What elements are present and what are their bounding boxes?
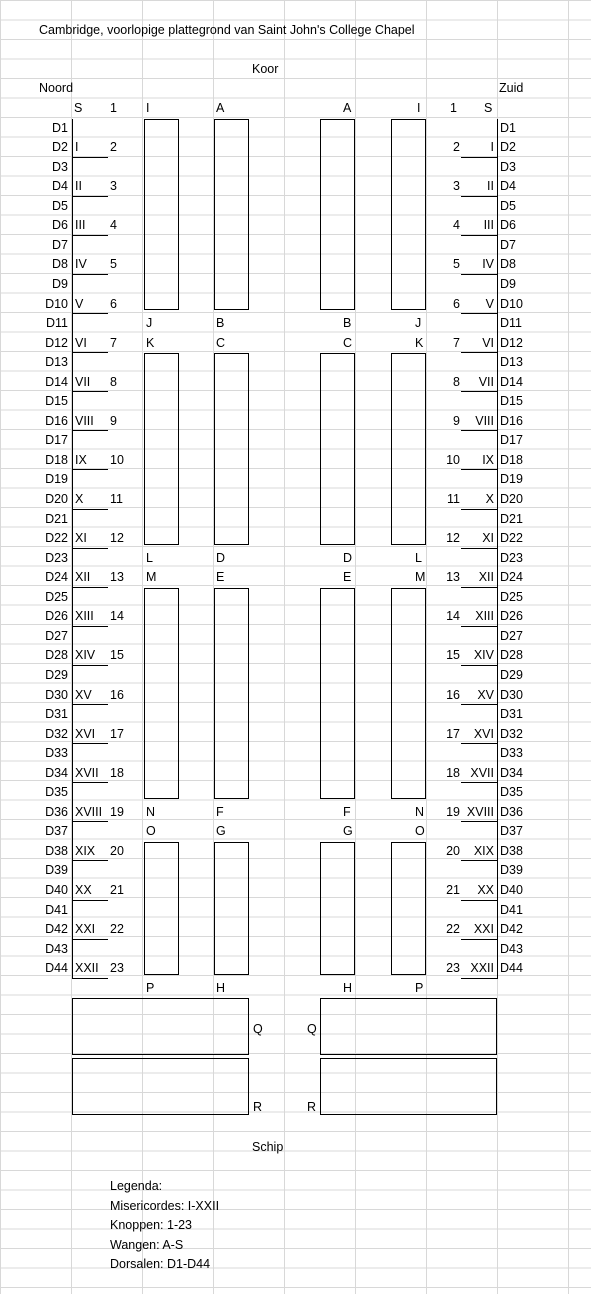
- south-dorsal-label: D10: [500, 296, 523, 311]
- south-wang-r-label: R: [307, 1100, 317, 1114]
- north-misericord-underline: [72, 352, 108, 353]
- south-wang-label: E: [343, 570, 352, 585]
- north-bench-q: [72, 998, 249, 1055]
- south-misericord-label: III: [483, 218, 494, 233]
- north-knob-label: 3: [110, 179, 117, 194]
- north-knob-label: 7: [110, 335, 117, 350]
- north-wang-label: F: [216, 804, 224, 819]
- north-dorsal-label: D12: [45, 335, 68, 350]
- south-misericord-label: VIII: [475, 413, 494, 428]
- south-dorsal-label: D11: [500, 316, 523, 331]
- south-knob-label: 14: [446, 609, 460, 624]
- north-bench-inner: [214, 353, 249, 545]
- south-wang-label: G: [343, 824, 353, 839]
- north-dorsal-label: D2: [52, 140, 68, 155]
- south-knob-label: 19: [446, 804, 460, 819]
- south-misericord-label: V: [485, 296, 494, 311]
- north-misericord-label: XVII: [75, 765, 99, 780]
- north-knob-label: 22: [110, 922, 124, 937]
- south-dorsal-label: D25: [500, 589, 523, 604]
- north-dorsal-label: D23: [45, 550, 68, 565]
- south-bench-outer: [391, 119, 426, 311]
- north-knob-label: 13: [110, 570, 124, 585]
- north-wang-label: B: [216, 316, 225, 331]
- north-misericord-underline: [72, 821, 108, 822]
- north-wang-label: L: [146, 550, 153, 565]
- south-knob-label: 16: [446, 687, 460, 702]
- north-dorsal-label: D21: [45, 511, 68, 526]
- north-dorsal-label: D22: [45, 531, 68, 546]
- south-dorsal-label: D21: [500, 511, 523, 526]
- south-misericord-underline: [461, 196, 497, 197]
- south-misericord-label: VII: [478, 374, 494, 389]
- north-label: Noord: [39, 81, 74, 95]
- page-title: Cambridge, voorlopige plattegrond van Saint John's College Chapel: [39, 23, 415, 37]
- south-bench-inner: [320, 119, 355, 311]
- north-bench-r: [72, 1058, 249, 1115]
- north-wang-label: D: [216, 550, 226, 565]
- north-misericord-underline: [72, 157, 108, 158]
- north-dorsal-label: D4: [52, 179, 68, 194]
- south-dorsal-label: D19: [500, 472, 523, 487]
- south-dorsal-label: D34: [500, 765, 523, 780]
- south-dorsal-label: D26: [500, 609, 523, 624]
- south-misericord-underline: [461, 704, 497, 705]
- south-dorsal-label: D23: [500, 550, 523, 565]
- south-knob-label: 3: [453, 179, 460, 194]
- south-dorsal-label: D39: [500, 863, 523, 878]
- south-wang-label: L: [415, 550, 422, 565]
- south-dorsal-label: D12: [500, 335, 523, 350]
- north-misericord-underline: [72, 548, 108, 549]
- north-misericord-underline: [72, 782, 108, 783]
- north-dorsal-label: D15: [45, 394, 68, 409]
- north-knob-header: 1: [110, 101, 117, 115]
- south-dorsal-label: D14: [500, 374, 523, 389]
- legend-title: Legenda:: [110, 1179, 163, 1193]
- south-misericord-label: XI: [482, 531, 494, 546]
- south-dorsal-label: D2: [500, 140, 516, 155]
- south-dorsal-label: D9: [500, 276, 516, 291]
- south-dorsal-label: D22: [500, 531, 523, 546]
- south-misericord-underline: [461, 509, 497, 510]
- south-dorsal-label: D1: [500, 120, 516, 135]
- south-misericord-label: IV: [482, 257, 494, 272]
- north-dorsal-label: D41: [45, 902, 68, 917]
- south-misericord-underline: [461, 860, 497, 861]
- north-knob-label: 2: [110, 140, 117, 155]
- north-misericord-label: I: [75, 140, 79, 155]
- north-knob-label: 19: [110, 804, 124, 819]
- south-wang-label: F: [343, 804, 351, 819]
- north-dorsal-label: D44: [45, 961, 68, 976]
- south-dorsal-label: D13: [500, 355, 523, 370]
- south-dorsal-label: D4: [500, 179, 516, 194]
- north-knob-label: 15: [110, 648, 124, 663]
- south-wang-label: P: [415, 980, 424, 995]
- north-dorsal-label: D1: [52, 120, 68, 135]
- north-misericord-label: VII: [75, 374, 91, 389]
- north-dorsal-label: D30: [45, 687, 68, 702]
- north-dorsal-label: D25: [45, 589, 68, 604]
- north-misericord-label: XVIII: [75, 804, 103, 819]
- south-knob-label: 12: [446, 531, 460, 546]
- north-dorsal-label: D3: [52, 159, 68, 174]
- south-knob-label: 2: [453, 140, 460, 155]
- south-dorsal-label: D41: [500, 902, 523, 917]
- south-misericord-label: XIX: [473, 843, 494, 858]
- south-wang-label: N: [415, 804, 425, 819]
- south-dorsal-label: D16: [500, 413, 523, 428]
- south-bench-inner: [320, 842, 355, 975]
- legend-item: Knoppen: 1-23: [110, 1218, 193, 1232]
- north-wang-label: J: [146, 316, 153, 331]
- north-bench-outer: [144, 588, 179, 799]
- north-knob-label: 17: [110, 726, 124, 741]
- south-wang-label: D: [343, 550, 353, 565]
- south-misericord-underline: [461, 430, 497, 431]
- south-dorsal-label: D43: [500, 941, 523, 956]
- north-knob-label: 4: [110, 218, 117, 233]
- north-knob-label: 21: [110, 883, 124, 897]
- south-wang-q-label: Q: [307, 1022, 317, 1036]
- north-wang-label: H: [216, 980, 226, 995]
- north-misericord-label: XXI: [75, 922, 96, 937]
- north-wang-label: N: [146, 804, 156, 819]
- north-dorsal-label: D43: [45, 941, 68, 956]
- north-dorsal-label: D9: [52, 276, 68, 291]
- south-knob-label: 23: [446, 961, 460, 976]
- south-misericord-underline: [461, 900, 497, 901]
- south-dorsal-label: D44: [500, 961, 523, 976]
- south-misericord-label: XVIII: [466, 804, 494, 819]
- south-dorsal-label: D6: [500, 218, 516, 233]
- south-wall-line: [497, 119, 498, 979]
- north-misericord-underline: [72, 274, 108, 275]
- south-misericord-label: XVI: [473, 726, 494, 741]
- north-wang-label: O: [146, 824, 156, 839]
- south-knob-label: 7: [453, 335, 460, 350]
- south-misericord-underline: [461, 939, 497, 940]
- south-misericord-label: XVII: [470, 765, 494, 780]
- north-misericord-underline: [72, 626, 108, 627]
- south-wang-i-header: I: [417, 101, 421, 115]
- south-s-header: S: [484, 101, 493, 115]
- north-dorsal-label: D42: [45, 922, 68, 937]
- south-misericord-label: XII: [478, 570, 494, 585]
- south-knob-label: 13: [446, 570, 460, 585]
- north-misericord-label: XIII: [75, 609, 94, 624]
- north-bench-outer: [144, 119, 179, 311]
- north-dorsal-label: D24: [45, 570, 68, 585]
- south-misericord-underline: [461, 548, 497, 549]
- south-dorsal-label: D28: [500, 648, 523, 663]
- north-misericord-label: IX: [75, 452, 87, 467]
- south-dorsal-label: D8: [500, 257, 516, 272]
- north-knob-label: 5: [110, 257, 117, 272]
- north-dorsal-label: D19: [45, 472, 68, 487]
- south-knob-label: 17: [446, 726, 460, 741]
- south-misericord-underline: [461, 587, 497, 588]
- south-misericord-label: XIII: [475, 609, 494, 624]
- south-dorsal-label: D31: [500, 707, 523, 722]
- south-dorsal-label: D3: [500, 159, 516, 174]
- north-knob-label: 18: [110, 765, 124, 780]
- south-knob-label: 18: [446, 765, 460, 780]
- north-misericord-underline: [72, 430, 108, 431]
- north-dorsal-label: D17: [45, 433, 68, 448]
- north-misericord-underline: [72, 860, 108, 861]
- north-misericord-label: VIII: [75, 413, 94, 428]
- south-wang-label: M: [415, 570, 426, 585]
- north-dorsal-label: D27: [45, 628, 68, 643]
- north-knob-label: 16: [110, 687, 124, 702]
- south-dorsal-label: D36: [500, 804, 523, 819]
- south-dorsal-label: D17: [500, 433, 523, 448]
- south-knob-label: 15: [446, 648, 460, 663]
- south-dorsal-label: D37: [500, 824, 523, 839]
- south-dorsal-label: D29: [500, 667, 523, 682]
- legend-item: Misericordes: I-XXII: [110, 1199, 220, 1213]
- south-misericord-label: IX: [482, 452, 494, 467]
- south-wang-label: C: [343, 335, 353, 350]
- north-dorsal-label: D36: [45, 804, 68, 819]
- north-knob-label: 23: [110, 961, 124, 976]
- south-knob-label: 21: [446, 883, 460, 897]
- south-bench-outer: [391, 588, 426, 799]
- north-misericord-label: III: [75, 218, 86, 233]
- south-misericord-underline: [461, 469, 497, 470]
- koor-label: Koor: [252, 62, 279, 76]
- south-dorsal-label: D18: [500, 452, 523, 467]
- schip-label: Schip: [252, 1140, 284, 1154]
- south-label: Zuid: [499, 81, 524, 95]
- south-misericord-label: I: [490, 140, 494, 155]
- south-knob-header: 1: [450, 101, 457, 115]
- south-dorsal-label: D35: [500, 785, 523, 800]
- south-misericord-label: XX: [477, 883, 494, 897]
- north-misericord-underline: [72, 978, 108, 979]
- north-misericord-label: XX: [75, 883, 92, 897]
- north-misericord-label: XI: [75, 531, 87, 546]
- south-bench-inner: [320, 353, 355, 545]
- north-knob-label: 20: [110, 843, 124, 858]
- south-misericord-underline: [461, 743, 497, 744]
- north-dorsal-label: D10: [45, 296, 68, 311]
- north-misericord-label: X: [75, 492, 84, 506]
- south-knob-label: 20: [446, 843, 460, 858]
- south-misericord-underline: [461, 352, 497, 353]
- north-misericord-label: IV: [75, 257, 87, 272]
- north-dorsal-label: D32: [45, 726, 68, 741]
- north-dorsal-label: D29: [45, 667, 68, 682]
- south-dorsal-label: D15: [500, 394, 523, 409]
- south-wang-label: H: [343, 980, 353, 995]
- north-wang-label: M: [146, 570, 157, 585]
- north-dorsal-label: D8: [52, 257, 68, 272]
- north-bench-outer: [144, 842, 179, 975]
- north-misericord-label: XIV: [75, 648, 96, 663]
- south-bench-r: [320, 1058, 497, 1115]
- south-misericord-underline: [461, 391, 497, 392]
- north-dorsal-label: D14: [45, 374, 68, 389]
- north-dorsal-label: D28: [45, 648, 68, 663]
- south-dorsal-label: D38: [500, 843, 523, 858]
- south-dorsal-label: D42: [500, 922, 523, 937]
- north-knob-label: 12: [110, 531, 124, 546]
- north-misericord-underline: [72, 391, 108, 392]
- north-s-header: S: [74, 101, 83, 115]
- north-dorsal-label: D40: [45, 883, 68, 897]
- north-wang-label: P: [146, 980, 155, 995]
- north-dorsal-label: D37: [45, 824, 68, 839]
- north-wang-r-label: R: [253, 1100, 263, 1114]
- north-knob-label: 8: [110, 374, 117, 389]
- north-dorsal-label: D35: [45, 785, 68, 800]
- south-bench-outer: [391, 353, 426, 545]
- south-misericord-underline: [461, 782, 497, 783]
- south-bench-outer: [391, 842, 426, 975]
- south-misericord-label: II: [487, 179, 494, 194]
- south-dorsal-label: D32: [500, 726, 523, 741]
- north-dorsal-label: D18: [45, 452, 68, 467]
- north-misericord-underline: [72, 509, 108, 510]
- north-misericord-underline: [72, 469, 108, 470]
- south-knob-label: 6: [453, 296, 460, 311]
- north-misericord-underline: [72, 704, 108, 705]
- north-dorsal-label: D5: [52, 198, 68, 213]
- north-bench-inner: [214, 119, 249, 311]
- south-knob-label: 8: [453, 374, 460, 389]
- north-dorsal-label: D34: [45, 765, 68, 780]
- south-knob-label: 9: [453, 413, 460, 428]
- north-misericord-label: XIX: [75, 843, 96, 858]
- south-dorsal-label: D20: [500, 492, 523, 506]
- north-misericord-underline: [72, 743, 108, 744]
- north-wang-q-label: Q: [253, 1022, 263, 1036]
- north-wang-a-header: A: [216, 101, 225, 115]
- south-misericord-underline: [461, 665, 497, 666]
- south-dorsal-label: D33: [500, 746, 523, 761]
- north-dorsal-label: D11: [45, 316, 68, 331]
- south-bench-inner: [320, 588, 355, 799]
- legend-item: Wangen: A-S: [110, 1238, 184, 1252]
- south-misericord-underline: [461, 821, 497, 822]
- south-misericord-label: VI: [482, 335, 494, 350]
- north-bench-outer: [144, 353, 179, 545]
- north-misericord-label: XV: [75, 687, 92, 702]
- north-misericord-label: XVI: [75, 726, 96, 741]
- south-misericord-underline: [461, 626, 497, 627]
- north-misericord-underline: [72, 313, 108, 314]
- north-misericord-underline: [72, 939, 108, 940]
- south-misericord-underline: [461, 274, 497, 275]
- north-dorsal-label: D39: [45, 863, 68, 878]
- north-dorsal-label: D31: [45, 707, 68, 722]
- south-dorsal-label: D5: [500, 198, 516, 213]
- north-dorsal-label: D16: [45, 413, 68, 428]
- south-wang-label: J: [415, 316, 422, 331]
- south-bench-q: [320, 998, 497, 1055]
- south-dorsal-label: D27: [500, 628, 523, 643]
- north-knob-label: 10: [110, 452, 124, 467]
- north-misericord-underline: [72, 900, 108, 901]
- north-misericord-underline: [72, 196, 108, 197]
- north-bench-inner: [214, 588, 249, 799]
- north-wang-label: G: [216, 824, 226, 839]
- south-misericord-underline: [461, 313, 497, 314]
- south-dorsal-label: D40: [500, 883, 523, 897]
- south-wang-label: B: [343, 316, 352, 331]
- south-misericord-underline: [461, 157, 497, 158]
- south-wang-a-header: A: [343, 101, 352, 115]
- north-knob-label: 14: [110, 609, 124, 624]
- north-misericord-label: XXII: [75, 961, 99, 976]
- south-dorsal-label: D7: [500, 237, 516, 252]
- south-misericord-label: XXI: [473, 922, 494, 937]
- north-bench-inner: [214, 842, 249, 975]
- south-wang-label: K: [415, 335, 424, 350]
- south-knob-label: 5: [453, 257, 460, 272]
- north-misericord-label: XII: [75, 570, 91, 585]
- north-misericord-label: V: [75, 296, 84, 311]
- north-wall-line: [72, 119, 73, 979]
- south-misericord-label: XXII: [470, 961, 494, 976]
- north-wang-label: K: [146, 335, 155, 350]
- north-dorsal-label: D33: [45, 746, 68, 761]
- north-dorsal-label: D26: [45, 609, 68, 624]
- legend-item: Dorsalen: D1-D44: [110, 1257, 211, 1271]
- south-misericord-label: X: [485, 492, 494, 506]
- north-dorsal-label: D20: [45, 492, 68, 506]
- south-knob-label: 4: [453, 218, 460, 233]
- south-knob-label: 22: [446, 922, 460, 937]
- north-dorsal-label: D7: [52, 237, 68, 252]
- north-knob-label: 6: [110, 296, 117, 311]
- south-knob-label: 10: [446, 452, 460, 467]
- south-misericord-underline: [461, 235, 497, 236]
- south-misericord-label: XV: [477, 687, 494, 702]
- north-dorsal-label: D38: [45, 843, 68, 858]
- south-dorsal-label: D24: [500, 570, 523, 585]
- south-knob-label: 11: [447, 492, 460, 506]
- north-wang-i-header: I: [146, 101, 150, 115]
- north-knob-label: 11: [110, 492, 123, 506]
- north-knob-label: 9: [110, 413, 117, 428]
- north-wang-label: C: [216, 335, 226, 350]
- north-misericord-label: II: [75, 179, 82, 194]
- north-dorsal-label: D13: [45, 355, 68, 370]
- south-dorsal-label: D30: [500, 687, 523, 702]
- south-misericord-label: XIV: [473, 648, 494, 663]
- north-dorsal-label: D6: [52, 218, 68, 233]
- north-misericord-underline: [72, 587, 108, 588]
- north-misericord-underline: [72, 235, 108, 236]
- south-wang-label: O: [415, 824, 425, 839]
- south-misericord-underline: [461, 978, 497, 979]
- north-misericord-underline: [72, 665, 108, 666]
- north-wang-label: E: [216, 570, 225, 585]
- north-misericord-label: VI: [75, 335, 87, 350]
